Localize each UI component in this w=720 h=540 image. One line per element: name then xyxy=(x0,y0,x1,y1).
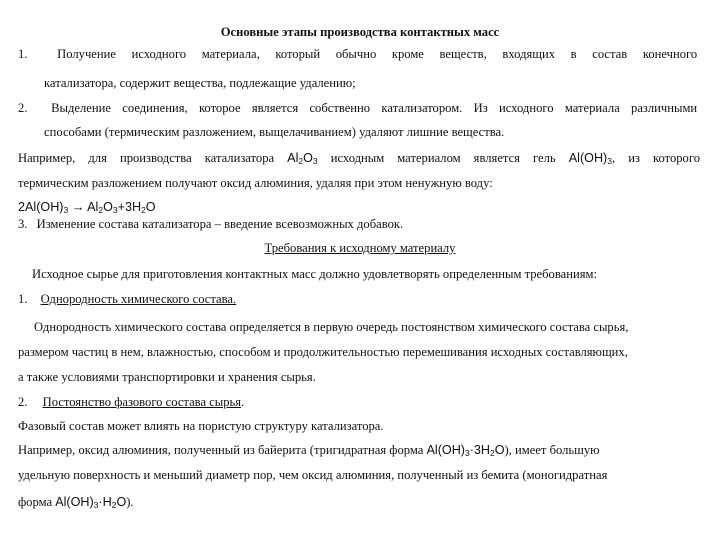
list-number: 2. xyxy=(18,101,28,115)
homogeneity-line-1: Однородность химического состава определяется в первую очередь постоянством химического состава сырья, xyxy=(34,320,629,334)
requirement-1 xyxy=(18,291,236,307)
formula-bayerite: $Al(OH)_3\cdot 3H_2O$ xyxy=(426,443,505,458)
list-number: 1. xyxy=(18,47,28,61)
example-2-line-2: удельную поверхность и меньший диаметр пор, чем оксид алюминия, полученный из бемита (моногидратная xyxy=(18,468,608,482)
list-item-2 xyxy=(18,100,700,116)
document-title: Основные этапы производства контактных масс xyxy=(220,25,500,39)
example-2-line-3: форма $Al(OH)_3\cdot H_2O$). xyxy=(18,495,134,510)
requirement-2: 2. Постоянство фазового состава сырья. xyxy=(18,395,245,409)
list-item-2-cont: способами (термическим разложением, выщелачиванием) удаляют лишние вещества. xyxy=(44,125,505,139)
reaction-equation: $2Al(OH)_3 \to Al_2O_3+3H_2O$ xyxy=(18,200,156,215)
formula-aloh3: $Al(OH)_3$ xyxy=(568,151,612,166)
list-number: 3. xyxy=(18,217,28,231)
example-paragraph: Например, для производства катализатора $Al_2O_3$ исходным материалом является гель $Al(OH)_3$, из которого xyxy=(18,151,700,166)
list-item-3 xyxy=(18,216,403,232)
requirements-intro: Исходное сырье для приготовления контактных масс должно удовлетворять определенным требованиям: xyxy=(32,267,597,281)
section-heading: Требования к исходному материалу xyxy=(264,241,456,255)
list-text: Получение исходного материала, который обычно кроме веществ, входящих в состав конечного xyxy=(57,47,698,61)
requirement-title: Однородность химического состава. xyxy=(40,292,237,306)
list-item-1-cont: катализатора, содержит вещества, подлежащие удалению; xyxy=(44,76,356,90)
example-2-line-1: Например, оксид алюминия, полученный из байерита (тригидратная форма $Al(OH)_3\cdot 3H_2O$), имеет большую xyxy=(18,443,600,458)
phase-composition-text: Фазовый состав может влиять на пористую структуру катализатора. xyxy=(18,419,384,433)
list-text: Выделение соединения, которое является собственно катализатором. Из исходного материала различными xyxy=(51,101,698,115)
list-number: 2. xyxy=(18,395,28,409)
list-item-1 xyxy=(18,46,700,62)
requirement-title: Постоянство фазового состава сырья xyxy=(42,395,242,409)
formula-al2o3: $Al_2O_3$ xyxy=(287,151,318,166)
example-paragraph-cont: термическим разложением получают оксид алюминия, удаляя при этом ненужную воду: xyxy=(18,176,493,190)
formula-boehmite: $Al(OH)_3\cdot H_2O$ xyxy=(55,495,127,510)
list-number: 1. xyxy=(18,292,28,306)
homogeneity-line-3: а также условиями транспортировки и хранения сырья. xyxy=(18,370,316,384)
homogeneity-line-2: размером частиц в нем, влажностью, способом и продолжительностью перемешивания исходных составляющих, xyxy=(18,345,628,359)
list-text: Изменение состава катализатора – введение всевозможных добавок. xyxy=(36,217,404,231)
